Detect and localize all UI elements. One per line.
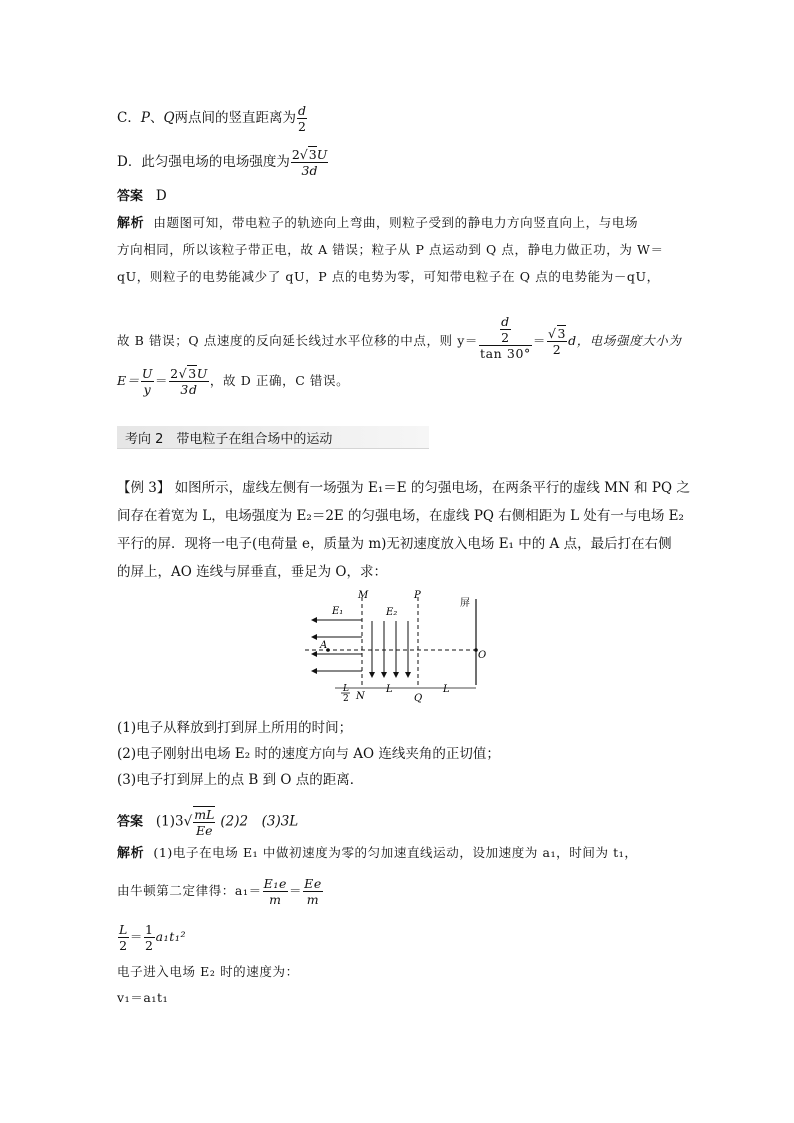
analysis-2-line-3 [117, 922, 186, 953]
analysis-2-line-5: v₁＝a₁t₁ [117, 990, 169, 1005]
answer-2-den: Ee [193, 822, 215, 838]
analysis-2-l-over-2 [118, 922, 129, 953]
label-m: M [358, 590, 369, 601]
option-c-den: 2 [298, 119, 306, 134]
answer-1 [117, 186, 167, 207]
answer-2-fraction [193, 806, 215, 838]
option-d-num-c: U [316, 147, 328, 162]
answer-2-part-1: (1)3 [155, 813, 184, 830]
analysis-2-text-3: a₁t₁² [155, 929, 187, 944]
label-l-2: L [443, 684, 450, 695]
option-c-text: 两点间的竖直距离为 [174, 110, 297, 126]
analysis-2-frac-1-den: m [263, 891, 288, 907]
analysis-1-eq2: ＝ [154, 373, 169, 388]
option-c-fraction [297, 103, 307, 134]
example-line-2: 间存在着宽为 L，电场强度为 E₂＝2E 的匀强电场，在虚线 PQ 右侧相距为 L 处有一与电场 E₂ [117, 508, 684, 524]
option-d-fraction [291, 147, 328, 178]
analysis-1-result-s: 3 [188, 366, 197, 381]
answer-1-label: 答案 [117, 189, 144, 204]
option-c [117, 103, 308, 134]
option-c-num: d [298, 103, 307, 118]
option-d-den: 3d [291, 162, 328, 178]
label-a: A [320, 640, 328, 651]
label-n: N [356, 691, 365, 702]
label-p: P [414, 590, 421, 601]
analysis-2-label: 解析 [117, 846, 145, 861]
analysis-2-frac-2-num: Ee [304, 876, 322, 891]
analysis-1-result-den: 3d [169, 381, 209, 397]
analysis-1-inner-fraction [479, 314, 532, 345]
analysis-2-l-den: 2 [119, 938, 128, 953]
analysis-2-frac-1 [263, 876, 288, 907]
analysis-1-line-2: 方向相同，所以该粒子带正电，故 A 错误；粒子从 P 点运动到 Q 点，静电力做正功，为 W＝ [117, 242, 664, 257]
analysis-1-u: U [141, 366, 153, 381]
analysis-1-two: 2 [501, 330, 510, 345]
analysis-2-line-2 [117, 876, 324, 907]
analysis-1-line-1 [117, 213, 638, 234]
analysis-1-eq: ＝ [532, 333, 546, 348]
example-line-1 [117, 478, 690, 498]
label-screen: 屏 [460, 598, 470, 609]
analysis-1-d: d [501, 314, 510, 329]
option-c-label: C． [117, 110, 141, 126]
answer-1-value: D [155, 188, 167, 204]
analysis-1-text-4d: d，电场强度大小为 [568, 333, 682, 348]
option-d-num-a: 2 [291, 147, 300, 162]
answer-2-sqrt: √ $\frac{mL}{Ee}$ [183, 807, 215, 838]
analysis-1-root3-val: 3 [557, 326, 567, 341]
section-title: 考向 2 带电粒子在组合场中的运动 [125, 432, 333, 447]
analysis-1-result-n: 2 [170, 366, 179, 381]
analysis-2-half-num: 1 [145, 922, 154, 937]
analysis-2-text-2a: 由牛顿第二定律得：a₁＝ [117, 883, 262, 898]
answer-2-label: 答案 [117, 814, 144, 830]
analysis-1-label: 解析 [117, 216, 145, 231]
analysis-2-eq: ＝ [289, 883, 303, 898]
option-d [117, 147, 329, 178]
analysis-1-root3-over-2 [547, 326, 567, 357]
label-half-l-den: 2 [343, 694, 349, 704]
analysis-2-eq-3: ＝ [129, 929, 144, 944]
label-half-l-num: L [343, 684, 349, 694]
answer-2-num: mL [194, 807, 215, 822]
analysis-1-result-u: U [196, 366, 208, 381]
analysis-1-u-over-y [141, 366, 154, 397]
analysis-1-big-fraction [479, 314, 532, 361]
option-d-label: D．此匀强电场的电场强度为 [117, 154, 290, 170]
analysis-1-tan: tan 30° [480, 346, 531, 361]
analysis-2-frac-2-den: m [303, 891, 323, 907]
option-c-p: P [140, 110, 150, 126]
analysis-2-line-4: 电子进入电场 E₂ 时的速度为： [117, 964, 299, 979]
question-2: (2)电子刚射出电场 E₂ 时的速度方向与 AO 连线夹角的正切值； [117, 746, 500, 762]
answer-2 [117, 806, 298, 838]
analysis-1-line-3: qU，则粒子的电势能减少了 qU，P 点的电势为零，可知带电粒子在 Q 点的电势能为－qU， [117, 269, 660, 284]
analysis-1-root3-den: 2 [547, 341, 567, 357]
answer-2-part-2: (2)2 (3)3L [220, 813, 299, 830]
analysis-2-half [144, 922, 155, 953]
option-d-num: 2√3U [291, 147, 328, 162]
analysis-1-text-5b: ，故 D 正确，C 错误。 [209, 373, 350, 388]
option-c-sep: 、 [149, 110, 164, 126]
analysis-1-text-4a: 故 B 错误；Q 点速度的反向延长线过水平位移的中点，则 y＝ [117, 333, 478, 348]
option-c-q: Q [163, 110, 175, 126]
analysis-2-l: L [119, 922, 128, 937]
analysis-1-y: y [141, 381, 154, 397]
example-line-3: 平行的屏．现将一电子(电荷量 e，质量为 m)无初速度放入电场 E₁ 中的 A 点，最后打在右侧 [117, 536, 672, 552]
analysis-2-frac-1-num: E₁e [263, 876, 288, 891]
question-1: (1)电子从释放到打到屏上所用的时间； [117, 720, 353, 736]
section-header [117, 426, 429, 449]
analysis-1-root3: √3 [547, 326, 567, 341]
label-e1: E₁ [332, 606, 344, 617]
e2-field-arrows [372, 621, 408, 677]
analysis-1-e-eq: E＝ [117, 373, 140, 388]
analysis-2-frac-2 [303, 876, 323, 907]
label-q: Q [414, 693, 423, 704]
question-3: (3)电子打到屏上的点 B 到 O 点的距离． [117, 772, 364, 788]
example-text-1: 如图所示，虚线左侧有一场强为 E₁＝E 的匀强电场，在两条平行的虚线 MN 和 PQ 之 [174, 480, 690, 496]
example-line-4: 的屏上，AO 连线与屏垂直，垂足为 O，求： [117, 564, 387, 580]
analysis-1-result-fraction [169, 366, 209, 397]
label-l-1: L [386, 684, 393, 695]
field-diagram [300, 587, 500, 707]
analysis-1-text-1: 由题图可知，带电粒子的轨迹向上弯曲，则粒子受到的静电力方向竖直向上，与电场 [153, 215, 639, 230]
analysis-2-half-den: 2 [145, 938, 154, 953]
example-tag: 【例 3】 [117, 480, 171, 496]
analysis-2-text-1: (1)电子在电场 E₁ 中做初速度为零的匀加速直线运动，设加速度为 a₁，时间为 t₁， [153, 845, 638, 860]
analysis-1-line-4 [117, 314, 682, 365]
label-o: O [478, 650, 487, 661]
analysis-2-line-1 [117, 843, 638, 864]
analysis-1-d-over-2 [500, 314, 511, 345]
label-e2: E₂ [386, 607, 398, 618]
analysis-1-line-5 [117, 366, 349, 397]
option-d-num-b: 3 [308, 147, 317, 162]
analysis-1-result-num: 2√3U [170, 366, 208, 381]
